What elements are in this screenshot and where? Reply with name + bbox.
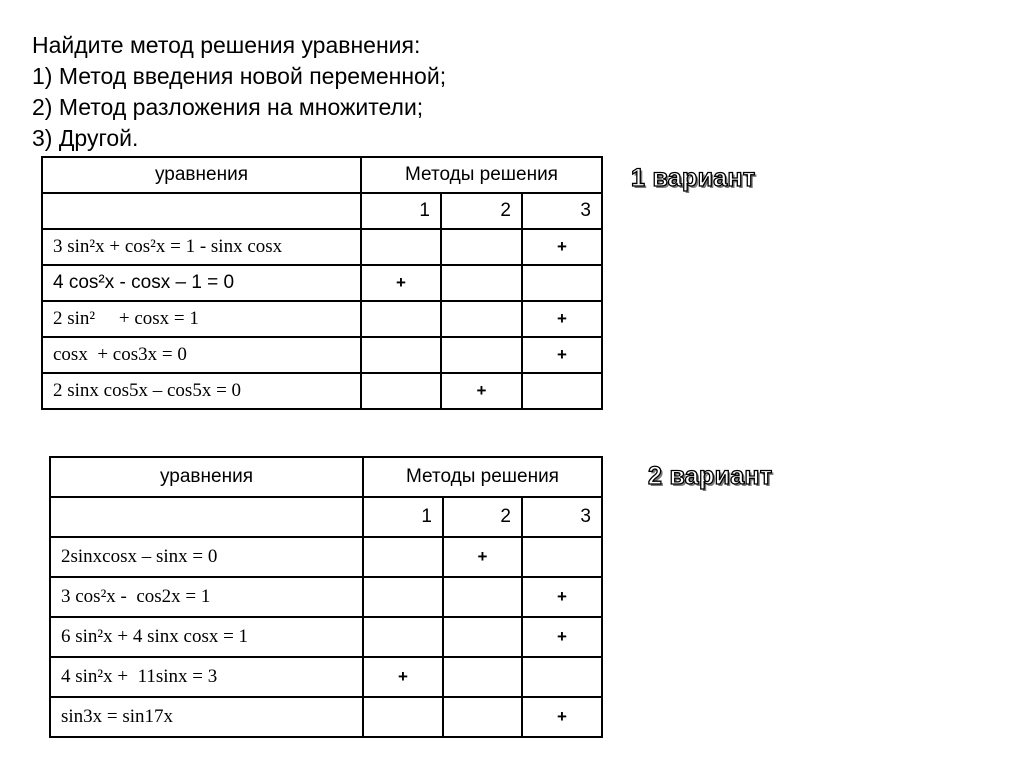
- empty-cell: [42, 193, 361, 229]
- method-3-cell: +: [522, 337, 602, 373]
- method-2-cell: [441, 301, 522, 337]
- method-2-cell: [441, 265, 522, 301]
- equations-header: уравнения: [50, 457, 363, 497]
- method-2-cell: [441, 337, 522, 373]
- method-3-cell: [522, 265, 602, 301]
- method-number-2: 2: [443, 497, 522, 537]
- method-2-cell: [443, 657, 522, 697]
- methods-header: Методы решения: [361, 157, 602, 193]
- method-3-cell: +: [522, 617, 602, 657]
- variant-1-label: 1 вариант: [631, 164, 756, 192]
- table-row: [50, 617, 602, 657]
- equation-cell: 2 sin² + cosx = 1: [42, 301, 361, 337]
- method-2-cell: [443, 617, 522, 657]
- method-2-cell: [443, 697, 522, 737]
- method-1-cell: [363, 697, 443, 737]
- method-1-cell: [363, 577, 443, 617]
- method-1-cell: [361, 337, 441, 373]
- method-1-cell: [363, 537, 443, 577]
- table-header-row: [50, 457, 602, 497]
- method-number-1: 1: [361, 193, 441, 229]
- table-row: [42, 229, 602, 265]
- method-option-3: 3) Другой.: [32, 125, 139, 151]
- method-3-cell: [522, 657, 602, 697]
- method-number-3: 3: [522, 497, 602, 537]
- method-1-cell: [361, 301, 441, 337]
- table-header-row: [42, 157, 602, 193]
- method-option-1: 1) Метод введения новой переменной;: [32, 63, 447, 89]
- method-3-cell: [522, 373, 602, 409]
- method-3-cell: [522, 537, 602, 577]
- task-title: Найдите метод решения уравнения:: [32, 32, 421, 58]
- method-2-cell: [443, 577, 522, 617]
- equation-cell: 2 sinx cos5x – cos5x = 0: [42, 373, 361, 409]
- empty-cell: [50, 497, 363, 537]
- variant-2-table: [49, 456, 603, 738]
- method-3-cell: +: [522, 577, 602, 617]
- method-2-cell: +: [443, 537, 522, 577]
- method-number-2: 2: [441, 193, 522, 229]
- table-row: [50, 657, 602, 697]
- method-number-3: 3: [522, 193, 602, 229]
- equation-cell: 6 sin²x + 4 sinx cosx = 1: [50, 617, 363, 657]
- equation-cell: 3 cos²x - cos2x = 1: [50, 577, 363, 617]
- table-row: [50, 697, 602, 737]
- equations-header: уравнения: [42, 157, 361, 193]
- task-instructions: [32, 30, 446, 154]
- method-1-cell: [363, 617, 443, 657]
- equation-cell: cosx + cos3x = 0: [42, 337, 361, 373]
- table-row: [50, 577, 602, 617]
- method-number-row: [50, 497, 602, 537]
- equation-cell: sin3x = sin17x: [50, 697, 363, 737]
- equation-cell: 2sinxcosx – sinx = 0: [50, 537, 363, 577]
- table-row: [50, 537, 602, 577]
- method-1-cell: [361, 373, 441, 409]
- methods-header: Методы решения: [363, 457, 602, 497]
- method-2-cell: [441, 229, 522, 265]
- method-1-cell: +: [361, 265, 441, 301]
- equation-cell: 4 cos²x - cosx – 1 = 0: [42, 265, 361, 301]
- table-row: [42, 301, 602, 337]
- method-1-cell: +: [363, 657, 443, 697]
- method-2-cell: +: [441, 373, 522, 409]
- method-1-cell: [361, 229, 441, 265]
- equation-cell: 4 sin²x + 11sinx = 3: [50, 657, 363, 697]
- method-option-2: 2) Метод разложения на множители;: [32, 94, 424, 120]
- table-row: [42, 265, 602, 301]
- method-number-row: [42, 193, 602, 229]
- method-3-cell: +: [522, 697, 602, 737]
- variant-2-label: 2 вариант: [648, 462, 773, 490]
- table-row: [42, 373, 602, 409]
- variant-1-table: [41, 156, 603, 410]
- equation-cell: 3 sin²x + cos²x = 1 - sinx cosx: [42, 229, 361, 265]
- table-row: [42, 337, 602, 373]
- method-3-cell: +: [522, 301, 602, 337]
- method-3-cell: +: [522, 229, 602, 265]
- method-number-1: 1: [363, 497, 443, 537]
